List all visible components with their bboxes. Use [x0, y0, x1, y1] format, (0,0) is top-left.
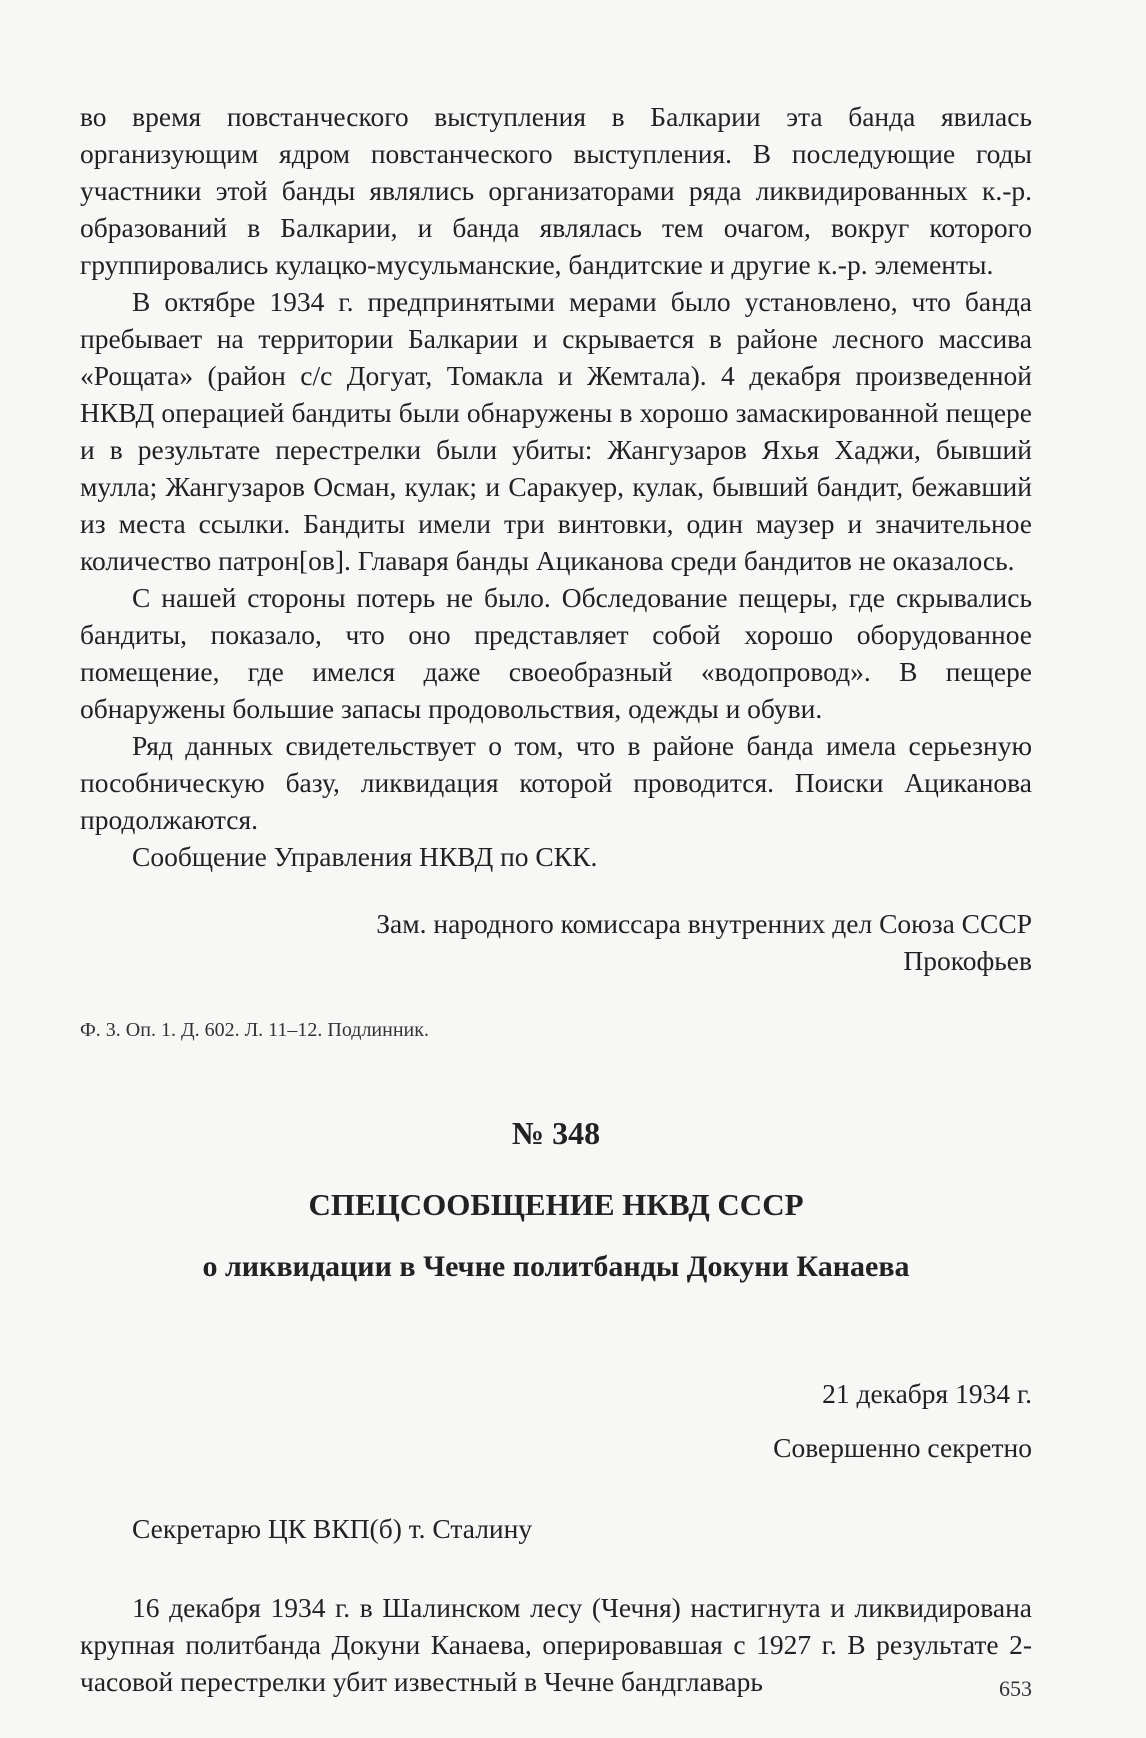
- paragraph-1: во время повстанческого выступления в Балкарии эта банда явилась организующим ядром повстанческого выступления. В последующие годы участники этой банды являлись организаторами ряда ликвидированных к.-р. образований в Балкарии, и банда являлась тем очагом, вокруг которого группировались кулацко-мусульманские, бандитские и другие к.-р. элементы.: [80, 101, 1032, 280]
- page-content: [80, 98, 1032, 1700]
- document-date: 21 декабря 1934 г.: [822, 1378, 1032, 1409]
- paragraph-5: Сообщение Управления НКВД по СКК.: [132, 841, 598, 872]
- document-number: № 348: [511, 1115, 601, 1151]
- document-title: СПЕЦСООБЩЕНИЕ НКВД СССР: [308, 1187, 804, 1222]
- document-body-paragraph: 16 декабря 1934 г. в Шалинском лесу (Чечня) настигнута и ликвидирована крупная политбанда Докуни Канаева, оперировавшая с 1927 г. В результате 2-часовой перестрелки убит известный в Чечне бандглаварь: [80, 1592, 1032, 1697]
- paragraph-4: Ряд данных свидетельствует о том, что в районе банда имела серьезную пособническую базу, ликвидация которой проводится. Поиски Ациканова продолжаются.: [80, 730, 1032, 835]
- document-subtitle: о ликвидации в Чечне политбанды Докуни Канаева: [202, 1250, 910, 1283]
- addressee: Секретарю ЦК ВКП(б) т. Сталину: [132, 1513, 533, 1544]
- page-number: 653: [999, 1676, 1032, 1701]
- archive-source-note: Ф. 3. Оп. 1. Д. 602. Л. 11–12. Подлинник.: [80, 1019, 429, 1041]
- secrecy-classification: Совершенно секретно: [773, 1432, 1032, 1463]
- paragraph-2: В октябре 1934 г. предпринятыми мерами было установлено, что банда пребывает на территории Балкарии и скрывается в районе лесного массива «Рощата» (район с/с Догуат, Томакла и Жемтала). 4 декабря произведенной НКВД операцией бандиты были обнаружены в хорошо замаскированной пещере и в результате перестрелки были убиты: Жангузаров Яхья Хаджи, бывший мулла; Жангузаров Осман, кулак; и Саракуер, кулак, бывший бандит, бежавший из места ссылки. Бандиты имели три винтовки, один маузер и значительное количество патрон[ов]. Главаря банды Ациканова среди бандитов не оказалось.: [80, 286, 1032, 576]
- signature-block: [80, 905, 1032, 979]
- signature-name: Прокофьев: [903, 945, 1032, 976]
- paragraph-3: С нашей стороны потерь не было. Обследование пещеры, где скрывались бандиты, показало, что оно представляет собой хорошо оборудованное помещение, где имелся даже своеобразный «водопровод». В пещере обнаружены большие запасы продовольствия, одежды и обуви.: [80, 582, 1032, 724]
- signature-position: Зам. народного комиссара внутренних дел Союза СССР: [376, 908, 1032, 939]
